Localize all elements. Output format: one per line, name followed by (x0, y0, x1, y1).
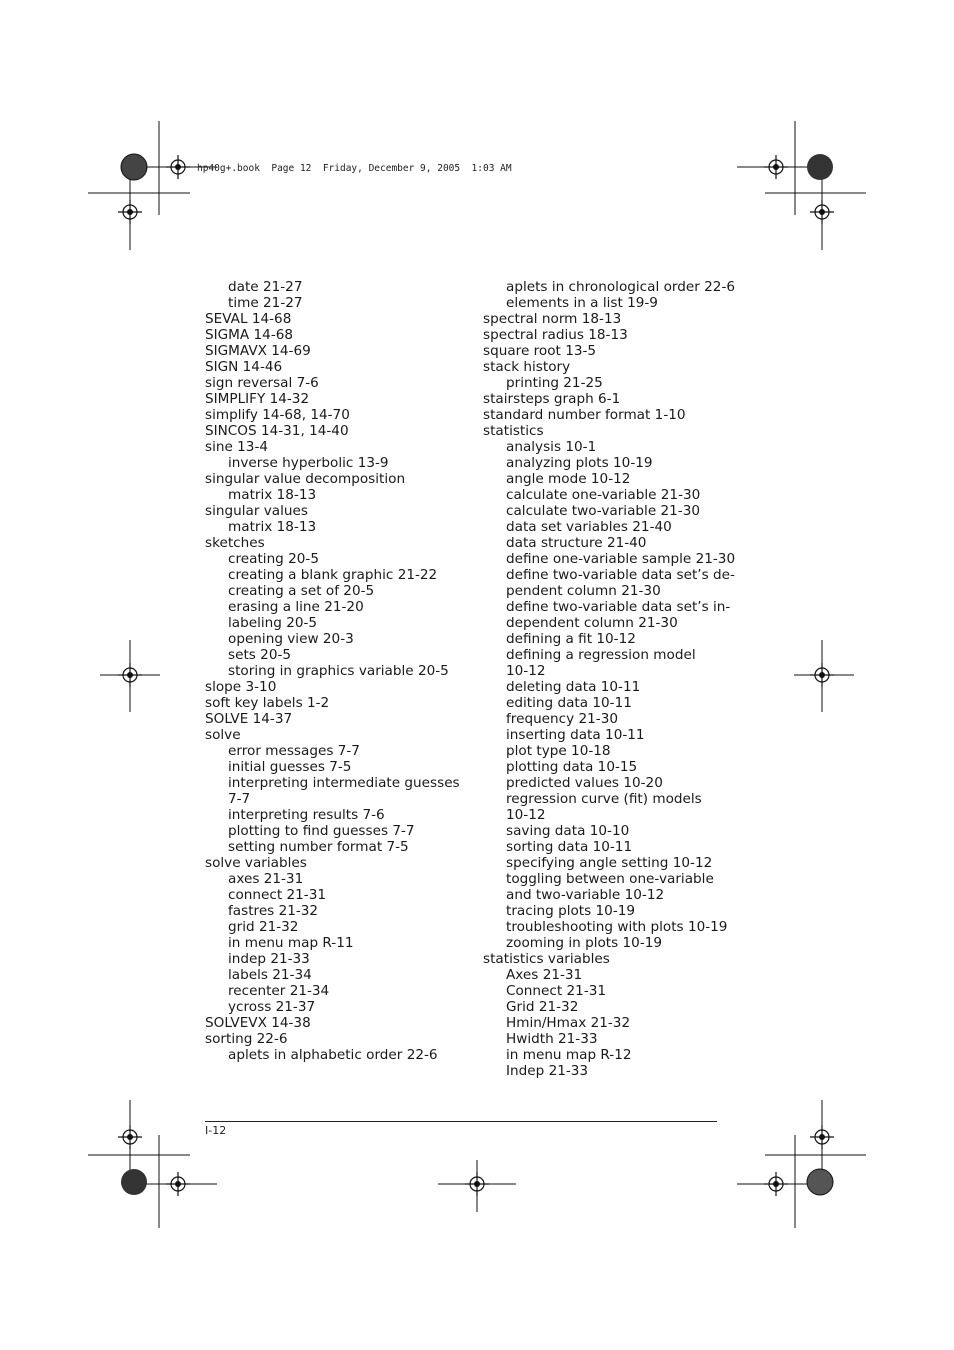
index-subentry: Grid 21-32 (506, 999, 579, 1015)
index-subentry: toggling between one-variable (506, 871, 714, 887)
index-subentry: calculate two-variable 21-30 (506, 503, 701, 519)
index-entry: SEVAL 14-68 (205, 311, 292, 327)
index-subentry: define two-variable data set’s de- (506, 567, 735, 583)
index-entry: singular value decomposition (205, 471, 406, 487)
index-subentry: printing 21-25 (506, 375, 603, 391)
index-subentry: date 21-27 (228, 279, 303, 295)
index-subentry: interpreting intermediate guesses (228, 775, 460, 791)
index-subentry: Hwidth 21-33 (506, 1031, 598, 1047)
index-subentry: Hmin/Hmax 21-32 (506, 1015, 631, 1031)
index-subentry: ycross 21-37 (228, 999, 316, 1015)
index-subentry: sets 20-5 (228, 647, 292, 663)
index-entry: singular values (205, 503, 308, 519)
index-entry: SIGMAVX 14-69 (205, 343, 311, 359)
index-subentry: defining a regression model (506, 647, 696, 663)
index-entry: SOLVEVX 14-38 (205, 1015, 311, 1031)
index-subentry: matrix 18-13 (228, 487, 317, 503)
index-entry: stack history (483, 359, 571, 375)
index-subentry: zooming in plots 10-19 (506, 935, 663, 951)
index-entry: solve variables (205, 855, 307, 871)
index-subentry: time 21-27 (228, 295, 303, 311)
print-slug: hp40g+.book Page 12 Friday, December 9, 2005 1:03 AM (197, 163, 512, 174)
index-entry: SIGMA 14-68 (205, 327, 294, 343)
index-subentry: inserting data 10-11 (506, 727, 645, 743)
index-entry: stairsteps graph 6-1 (483, 391, 621, 407)
index-subentry: storing in graphics variable 20-5 (228, 663, 449, 679)
index-subentry: opening view 20-3 (228, 631, 354, 647)
index-subentry: plot type 10-18 (506, 743, 611, 759)
index-subentry: fastres 21-32 (228, 903, 319, 919)
index-subentry: erasing a line 21-20 (228, 599, 364, 615)
index-subentry: angle mode 10-12 (506, 471, 631, 487)
index-subentry: analysis 10-1 (506, 439, 597, 455)
index-subentry: editing data 10-11 (506, 695, 632, 711)
index-entry: SINCOS 14-31, 14-40 (205, 423, 349, 439)
index-subentry: creating a blank graphic 21-22 (228, 567, 438, 583)
index-entry: sorting 22-6 (205, 1031, 288, 1047)
index-entry: standard number format 1-10 (483, 407, 686, 423)
index-subentry: indep 21-33 (228, 951, 310, 967)
index-subentry: dependent column 21-30 (506, 615, 678, 631)
index-subentry: predicted values 10-20 (506, 775, 663, 791)
index-subentry: saving data 10-10 (506, 823, 630, 839)
index-entry: solve (205, 727, 241, 743)
page-number: I-12 (205, 1124, 227, 1137)
index-column-right (483, 279, 736, 1079)
index-subentry: tracing plots 10-19 (506, 903, 636, 919)
index-subentry: Connect 21-31 (506, 983, 607, 999)
index-subentry: initial guesses 7-5 (228, 759, 352, 775)
index-subentry: plotting data 10-15 (506, 759, 638, 775)
index-subentry: plotting to find guesses 7-7 (228, 823, 415, 839)
index-subentry: define one-variable sample 21-30 (506, 551, 736, 567)
index-entry: soft key labels 1-2 (205, 695, 330, 711)
index-entry: statistics (483, 423, 544, 439)
index-subentry: sorting data 10-11 (506, 839, 633, 855)
index-subentry: troubleshooting with plots 10-19 (506, 919, 728, 935)
index-subentry: interpreting results 7-6 (228, 807, 385, 823)
index-subentry: elements in a list 19-9 (506, 295, 658, 311)
index-subentry: labeling 20-5 (228, 615, 318, 631)
index-subentry: in menu map R-12 (506, 1047, 632, 1063)
index-subentry: axes 21-31 (228, 871, 304, 887)
index-subentry: frequency 21-30 (506, 711, 619, 727)
index-subentry: aplets in chronological order 22-6 (506, 279, 735, 295)
index-subentry: define two-variable data set’s in- (506, 599, 731, 615)
index-entry: statistics variables (483, 951, 610, 967)
index-subentry: 10-12 (506, 663, 546, 679)
index-subentry: error messages 7-7 (228, 743, 360, 759)
index-subentry: connect 21-31 (228, 887, 327, 903)
index-subentry: Indep 21-33 (506, 1063, 589, 1079)
index-subentry: inverse hyperbolic 13-9 (228, 455, 389, 471)
index-entry: slope 3-10 (205, 679, 277, 695)
index-subentry: grid 21-32 (228, 919, 299, 935)
index-subentry: creating a set of 20-5 (228, 583, 375, 599)
index-subentry: deleting data 10-11 (506, 679, 641, 695)
footer-rule (205, 1121, 717, 1122)
index-entry: square root 13-5 (483, 343, 597, 359)
index-subentry: and two-variable 10-12 (506, 887, 665, 903)
index-column-left (205, 279, 465, 1063)
index-entry: SOLVE 14-37 (205, 711, 293, 727)
index-subentry: recenter 21-34 (228, 983, 330, 999)
index-subentry: defining a fit 10-12 (506, 631, 636, 647)
index-subentry: data set variables 21-40 (506, 519, 672, 535)
index-subentry: regression curve (fit) models (506, 791, 702, 807)
index-entry: SIMPLIFY 14-32 (205, 391, 310, 407)
index-subentry: data structure 21-40 (506, 535, 647, 551)
index-entry: SIGN 14-46 (205, 359, 283, 375)
index-subentry: Axes 21-31 (506, 967, 583, 983)
index-subentry: analyzing plots 10-19 (506, 455, 653, 471)
index-subentry: calculate one-variable 21-30 (506, 487, 701, 503)
index-subentry: pendent column 21-30 (506, 583, 661, 599)
index-subentry: creating 20-5 (228, 551, 319, 567)
index-subentry: labels 21-34 (228, 967, 312, 983)
index-entry: spectral radius 18-13 (483, 327, 628, 343)
index-entry: spectral norm 18-13 (483, 311, 622, 327)
index-subentry: 10-12 (506, 807, 546, 823)
index-entry: sketches (205, 535, 265, 551)
index-subentry: setting number format 7-5 (228, 839, 409, 855)
index-entry: simplify 14-68, 14-70 (205, 407, 350, 423)
index-subentry: aplets in alphabetic order 22-6 (228, 1047, 438, 1063)
index-entry: sine 13-4 (205, 439, 269, 455)
index-subentry: specifying angle setting 10-12 (506, 855, 713, 871)
index-subentry: matrix 18-13 (228, 519, 317, 535)
index-subentry: 7-7 (228, 791, 251, 807)
index-entry: sign reversal 7-6 (205, 375, 319, 391)
index-subentry: in menu map R-11 (228, 935, 354, 951)
